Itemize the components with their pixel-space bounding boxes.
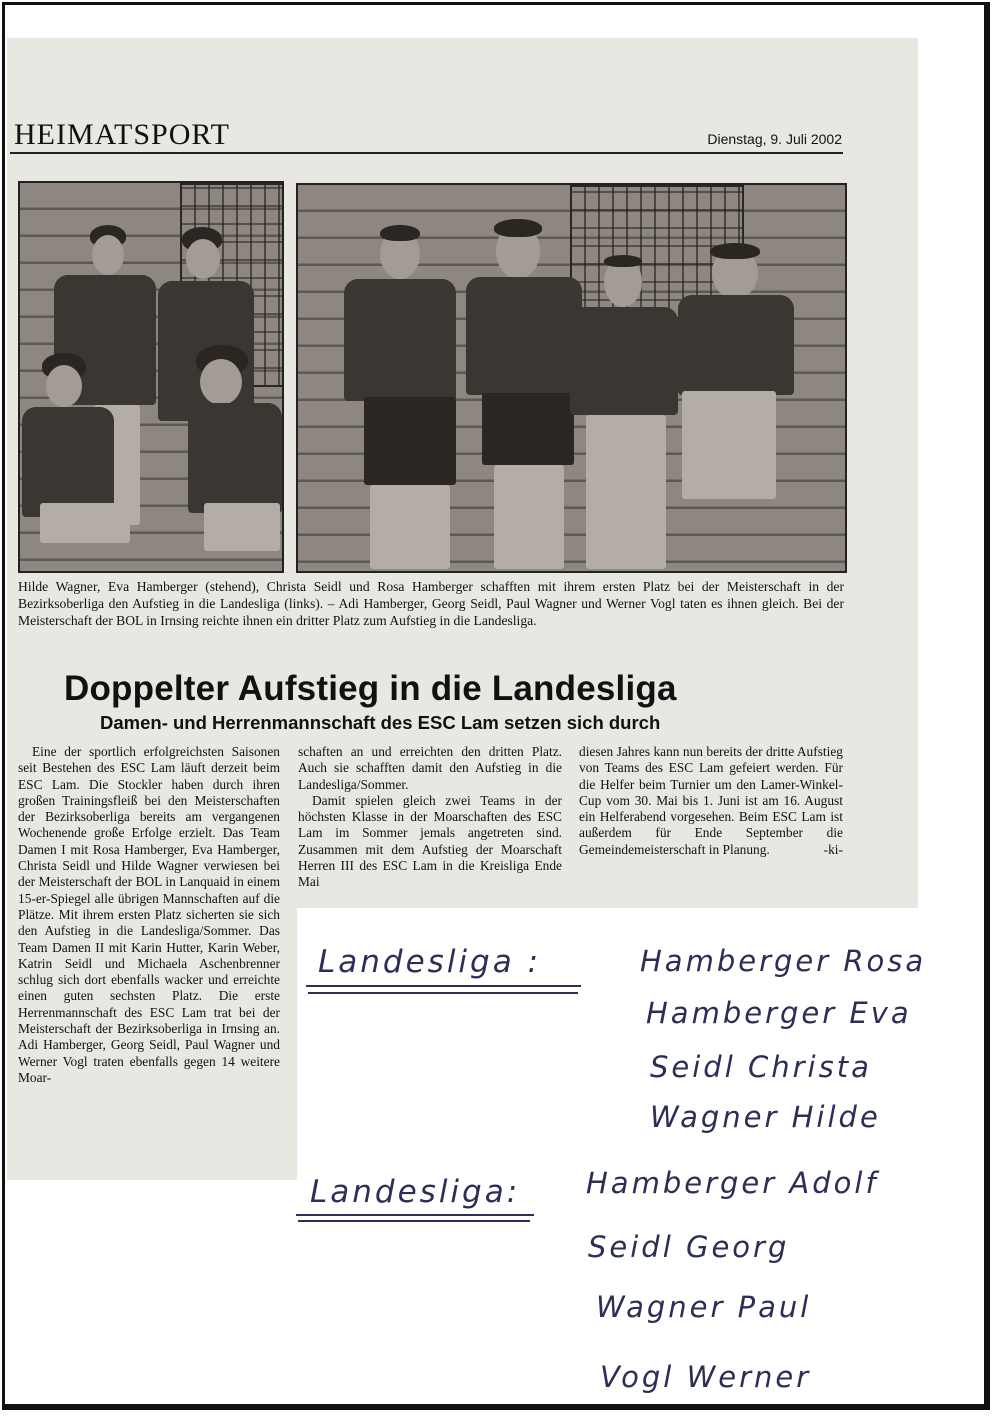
article-subheadline: Damen- und Herrenmannschaft des ESC Lam setzen sich durch bbox=[100, 712, 661, 733]
handwritten-name: Wagner Paul bbox=[596, 1290, 812, 1324]
photo-caption: Hilde Wagner, Eva Hamberger (stehend), Christa Seidl und Rosa Hamberger schafften mit ihrem ersten Platz bei der Meisterschaft in der Bezirksoberliga den Aufstieg in die Landesliga (links). – Adi Hamberger, Georg Seidl, Paul Wagner und Werner Vogl taten es ihnen gleich. Bei der Meisterschaft der BOL in Irnsing reichte ihnen ein dritter Platz zum Aufstieg in die Landesliga. bbox=[18, 579, 844, 628]
article-column-3 bbox=[579, 744, 843, 858]
handwritten-name: Vogl Werner bbox=[600, 1360, 812, 1394]
handwritten-name: Wagner Hilde bbox=[650, 1100, 881, 1134]
article-column-2-paragraph-1: schaften an und erreichten den dritten Platz. Auch sie schafften damit den Aufstieg in die Landesliga/Sommer. bbox=[298, 744, 562, 792]
photo-mens-team bbox=[296, 183, 847, 573]
handwritten-label-2: Landesliga: bbox=[310, 1174, 521, 1210]
author-signature: -ki- bbox=[823, 841, 843, 857]
header-rule bbox=[10, 152, 843, 154]
handwritten-name: Hamberger Adolf bbox=[586, 1166, 879, 1200]
article-column-2 bbox=[298, 744, 562, 891]
handwritten-label-1: Landesliga : bbox=[318, 944, 542, 980]
handwritten-underline bbox=[306, 985, 581, 987]
handwritten-underline bbox=[298, 1220, 530, 1222]
handwritten-name: Seidl Christa bbox=[650, 1050, 872, 1084]
section-title: HEIMATSPORT bbox=[14, 118, 230, 151]
article-column-2-paragraph-2: Damit spielen gleich zwei Teams in der höchsten Klasse in der Moarschaften des ESC Lam im Sommer jemals angetreten sind. Zusammen mit dem Aufstieg der Moarschaft Herren III des ESC Lam in die Kreisliga Ende Mai bbox=[298, 792, 562, 890]
article-column-3-text: diesen Jahres kann nun bereits der dritte Aufstieg von Teams des ESC Lam gefeiert werden. Für die Helfer beim Turnier um den Lamer-Winkel-Cup vom 30. Mai bis 1. Juni ist am 16. August ein Helferabend vorgesehen. Beim ESC Lam ist außerdem für Ende September die Gemeindemeisterschaft in Planung. bbox=[579, 744, 843, 857]
handwritten-underline bbox=[296, 1214, 534, 1216]
handwritten-underline bbox=[308, 992, 578, 994]
article-headline: Doppelter Aufstieg in die Landesliga bbox=[64, 669, 677, 708]
issue-date: Dienstag, 9. Juli 2002 bbox=[707, 131, 842, 147]
photo-womens-team bbox=[18, 181, 284, 573]
handwritten-name: Seidl Georg bbox=[588, 1230, 790, 1264]
handwritten-name: Hamberger Eva bbox=[646, 996, 912, 1030]
handwritten-name: Hamberger Rosa bbox=[640, 944, 927, 978]
article-column-1: Eine der sportlich erfolgreichsten Saisonen seit Bestehen des ESC Lam läuft derzeit beim ESC Lam. Die Stockler haben durch ihren großen Trainingsfleiß bei den Meisterschaften der Bezirksoberliga bereits am vergangenen Wochenende große Erfolge erzielt. Das Team Damen I mit Rosa Hamberger, Eva Hamberger, Christa Seidl und Hilde Wagner verwiesen bei der Meisterschaft der BOL in Lanquaid in einem 15-er-Spiegel alle übrigen Mannschaften auf die Plätze. Mit ihrem ersten Platz sicherten sie sich den Aufstieg in die Landesliga/Sommer. Das Team Damen II mit Karin Hutter, Karin Weber, Katrin Seidl und Michaela Aschenbrenner schlug sich dort ebenfalls wacker und erreichte einen guten sechsten Platz. Die erste Herrenmannschaft des ESC Lam trat bei der Meisterschaft der Bezirksoberliga in Irnsing an. Adi Hamberger, Georg Seidl, Paul Wagner und Werner Vogl traten ebenfalls gegen 14 weitere Moar- bbox=[18, 744, 280, 1085]
